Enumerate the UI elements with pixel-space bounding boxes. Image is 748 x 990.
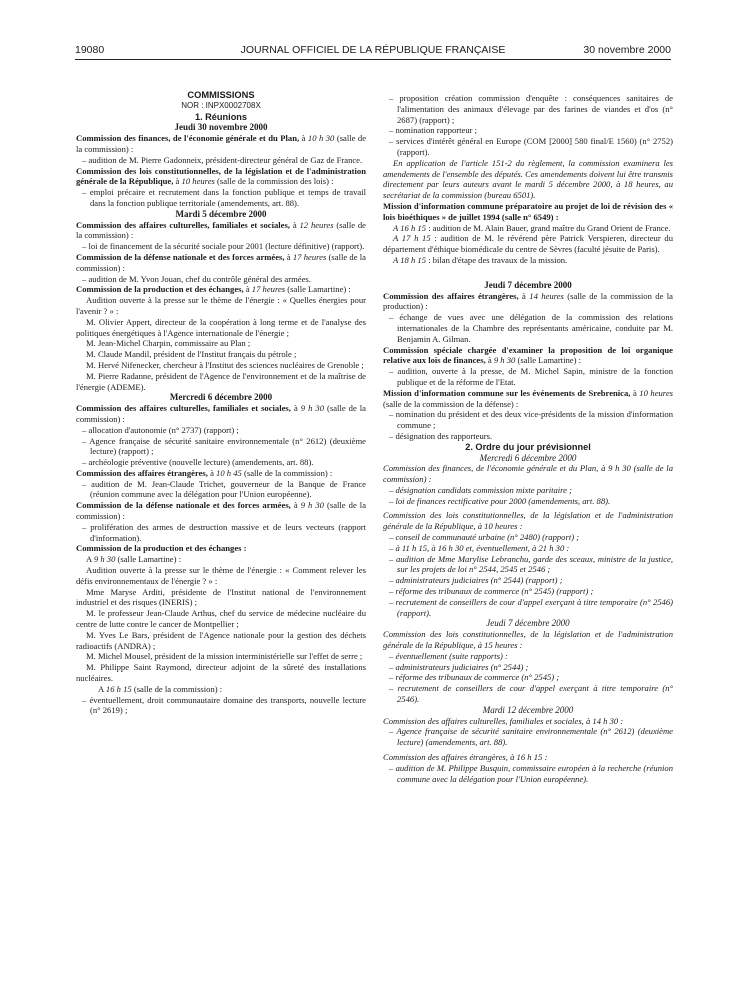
issue-date: 30 novembre 2000	[583, 44, 671, 56]
agenda-item: – allocation d'autonomie (n° 2737) (rapport) ;	[82, 424, 239, 435]
committee-name: Commission de la défense nationale et des forces armées,	[76, 500, 291, 511]
meeting-room: (salle de la commission de la production) :	[383, 290, 673, 312]
meeting-time: A 17 h 15	[393, 233, 431, 244]
meeting-time: 17 heures	[292, 251, 327, 262]
agenda-paragraph: M. Pierre Radanne, président de l'Agence de l'environnement et de la maîtrise de l'énergie (ADEME).	[76, 370, 366, 392]
agenda-item: – réforme des tribunaux de commerce (n° 2545) (rapport) ;	[389, 586, 594, 597]
committee-entry: Commission des affaires culturelles, familiales et sociales, à 14 h 30 :	[383, 715, 624, 726]
meeting-room: (salle de la commission) :	[243, 467, 333, 478]
committee-name: Commission spéciale chargée d'examiner la proposition de loi organique relative aux lois de finances,	[383, 344, 673, 366]
meeting-room: (salle de la commission) :	[76, 219, 366, 241]
agenda-item: – nomination rapporteur ;	[389, 125, 478, 136]
agenda-item: – réforme des tribunaux de commerce (n° 2545) ;	[389, 672, 560, 683]
meeting-time: 10 heures	[181, 176, 215, 187]
agenda-item: – loi de financement de la sécurité sociale pour 2001 (lecture définitive) (rapport).	[82, 241, 365, 252]
section-heading-reunions: 1. Réunions	[194, 111, 248, 122]
agenda-paragraph: M. Michel Mousel, président de la mission interministérielle sur l'effet de serre ;	[86, 651, 363, 662]
agenda-item: – audition de M. Yvon Jouan, chef du contrôle général des armées.	[82, 273, 311, 284]
left-column	[76, 90, 366, 716]
page-header	[75, 44, 671, 58]
committee-entry	[383, 201, 673, 223]
meeting-time: 12 heures	[299, 219, 334, 230]
meeting-room: (salle Lamartine) :	[287, 284, 351, 295]
day-heading: Mercredi 6 décembre 2000	[169, 392, 273, 403]
committee-entry	[76, 543, 366, 554]
committee-entry: Mission d'information commune sur les événements de Srebrenica, à 10 heures (salle de la commission de la défense) :	[383, 387, 673, 409]
agenda-paragraph: M. Hervé Nifenecker, chercheur à l'Institut des sciences nucléaires de Grenoble ;	[86, 359, 364, 370]
header-rule	[75, 59, 671, 60]
agenda-item: – audition de M. Philippe Busquin, commissaire européen à la recherche (réunion commune avec la délégation pour l'Union européenne).	[389, 762, 673, 784]
agenda-paragraph: M. le professeur Jean-Claude Arthus, chef du service de médecine nucléaire du centre de lutte contre le cancer de Montpellier ;	[76, 608, 366, 630]
meeting-time: 16 h 15	[105, 683, 132, 694]
committee-entry: Commission spéciale chargée d'examiner la proposition de loi organique relative aux lois de finances, à 9 h 30 (salle Lamartine) :	[383, 344, 673, 366]
committee-entry: Commission des lois constitutionnelles, de la législation et de l'administration générale de la République, à 15 heures :	[383, 629, 673, 651]
agenda-item: – recrutement de conseillers de cour d'appel exerçant à titre temporaire (n° 2546).	[389, 683, 673, 705]
day-heading: Jeudi 30 novembre 2000	[174, 122, 268, 133]
committee-entry: Commission des finances, de l'économie générale et du Plan, à 9 h 30 (salle de la commission) :	[383, 463, 673, 485]
agenda-item: – prolifération des armes de destruction massive et de leurs vecteurs (rapport d'information).	[82, 521, 366, 543]
agenda-item: – audition de M. Pierre Gadonneix, président-directeur général de Gaz de France.	[82, 154, 363, 165]
agenda-item: – désignation candidats commission mixte paritaire ;	[389, 484, 572, 495]
section-heading-ordre-du-jour: 2. Ordre du jour prévisionnel	[465, 441, 591, 452]
day-heading: Jeudi 7 décembre 2000	[486, 618, 570, 629]
meeting-time: 9 h 30	[493, 355, 516, 366]
meeting-room: (salle de la commission des lois) :	[217, 176, 334, 187]
meeting-slot: A 9 h 30 (salle Lamartine) :	[86, 554, 181, 565]
committee-name: Commission des affaires culturelles, familiales et sociales,	[76, 403, 291, 414]
agenda-item: – audition, ouverte à la presse, de M. Michel Sapin, ministre de la fonction publique et de la réforme de l'Etat.	[389, 366, 673, 387]
agenda-item: – échange de vues avec une délégation de la commission des relations internationales de la Chambre des représentants américaine, conduite par M. Benjamin A. Gilman.	[389, 312, 673, 344]
committee-entry: Commission des affaires étrangères, à 10 h 45 (salle de la commission) :	[76, 467, 333, 478]
agenda-item: – désignation des rapporteurs.	[389, 430, 493, 441]
day-heading: Mardi 12 décembre 2000	[482, 704, 574, 715]
committee-name: Commission des finances, de l'économie générale et du Plan,	[76, 133, 300, 144]
meeting-time: 10 h 45	[216, 467, 242, 478]
agenda-item: – loi de finances rectificative pour 2000 (amendements, art. 88).	[389, 495, 611, 506]
meeting-room: (salle de la commission) :	[76, 133, 367, 154]
committee-entry: Commission des affaires étrangères, à 16 h 15 :	[383, 752, 548, 763]
day-heading: Mercredi 6 décembre 2000	[479, 452, 577, 463]
meeting-time: 9 h 30	[300, 403, 325, 414]
agenda-paragraph: Mme Maryse Arditi, présidente de l'Institut national de l'environnement industriel et des risques (INERIS) ;	[76, 586, 366, 608]
committee-name: Commission de la production et des échanges,	[76, 284, 244, 295]
agenda-item: – services d'intérêt général en Europe (COM [2000] 580 final/E 1560) (n° 2752) (rapport).	[389, 136, 673, 157]
meeting-time: 10 heures	[639, 387, 673, 398]
meeting-time: 14 heures	[529, 290, 564, 301]
agenda-paragraph: M. Philippe Saint Raymond, directeur adjoint de la sûreté des installations nucléaires.	[76, 662, 366, 684]
agenda-item: – administrateurs judiciaires (n° 2544) (rapport) ;	[389, 575, 563, 586]
agenda-paragraph: A 18 h 15 : bilan d'étape des travaux de la mission.	[393, 254, 568, 265]
agenda-item: – audition de Mme Marylise Lebranchu, garde des sceaux, ministre de la justice, sur les projets de loi n° 2544, 2545 et 2546 ;	[389, 553, 673, 575]
agenda-paragraph: Audition ouverte à la presse sur le thème de l'énergie : « Comment relever les défis environnementaux de l'énergie ? » :	[76, 565, 366, 586]
agenda-item: – éventuellement, droit communautaire domaine des transports, nouvelle lecture (n° 2619) ;	[82, 694, 366, 716]
meeting-time: A 16 h 15	[393, 222, 427, 233]
meeting-room: (salle de la commission) :	[133, 683, 223, 694]
committee-entry: Commission de la défense nationale et des forces armées, à 9 h 30 (salle de la commission) :	[76, 500, 367, 522]
committee-name: Commission de la défense nationale et des forces armées,	[76, 251, 285, 262]
committee-name: Commission des affaires étrangères,	[383, 290, 519, 301]
page-title: COMMISSIONS	[187, 90, 255, 100]
meeting-room: (salle de la commission) :	[76, 251, 366, 273]
committee-entry: Commission de la production et des échanges, à 17 heures (salle Lamartine) :	[76, 284, 351, 295]
committee-entry: Commission des lois constitutionnelles, de la législation et de l'administration générale de la République, à 10 heures (salle de la commission des lois) :	[76, 165, 366, 187]
meeting-time: 17 heures	[251, 284, 286, 295]
day-heading: Jeudi 7 décembre 2000	[484, 279, 572, 290]
meeting-room: (salle de la commission de la défense) :	[383, 398, 519, 409]
agenda-paragraph: Audition ouverte à la presse sur le thème de l'énergie : « Quelles énergies pour l'avenir ? » :	[76, 295, 366, 316]
agenda-item: – éventuellement (suite rapports) :	[389, 650, 508, 661]
meeting-room: (salle de la commission) :	[76, 403, 366, 424]
committee-entry: Commission des finances, de l'économie générale et du Plan, à 10 h 30 (salle de la commission) :	[76, 133, 367, 154]
agenda-item: – recrutement de conseillers de cour d'appel exerçant à titre temporaire (n° 2546) (rapport).	[389, 596, 673, 618]
agenda-item: – à 11 h 15, à 16 h 30 et, éventuellement, à 21 h 30 :	[389, 542, 570, 553]
agenda-item: – emploi précaire et recrutement dans la fonction publique et temps de travail dans la fonction publique territoriale (amendements, art. 88).	[82, 187, 366, 208]
agenda-item: – proposition création commission d'enquête : conséquences sanitaires de l'alimentation des animaux d'élevage par des farines de viandes et d'os (n° 2687) (rapport) ;	[389, 93, 673, 125]
committee-entry: Commission des lois constitutionnelles, de la législation et de l'administration générale de la République, à 10 heures :	[383, 510, 673, 532]
meeting-time: A 18 h 15	[393, 254, 427, 265]
meeting-time: 9 h 30	[93, 554, 116, 565]
committee-entry: Commission de la défense nationale et des forces armées, à 17 heures (salle de la commission) :	[76, 251, 366, 273]
committee-name: Commission des affaires culturelles, familiales et sociales,	[76, 219, 290, 230]
journal-title: JOURNAL OFFICIEL DE LA RÉPUBLIQUE FRANÇAISE	[240, 44, 506, 56]
committee-name: Commission des lois constitutionnelles, de la législation et de l'administration générale de la République,	[76, 165, 366, 187]
agenda-paragraph: M. Jean-Michel Charpin, commissaire au Plan ;	[86, 338, 251, 349]
meeting-time: 10 h 30	[307, 133, 335, 144]
committee-name: Commission de la production et des échanges :	[76, 543, 247, 554]
committee-name: Commission des affaires étrangères,	[76, 467, 208, 478]
right-column	[383, 93, 673, 784]
committee-entry: Commission des affaires culturelles, familiales et sociales, à 12 heures (salle de la commission) :	[76, 219, 366, 241]
committee-entry: Commission des affaires étrangères, à 14 heures (salle de la commission de la production) :	[383, 290, 673, 312]
agenda-item: – administrateurs judiciaires (n° 2544) ;	[389, 661, 529, 672]
committee-name: Mission d'information commune préparatoire au projet de loi de révision des « lois bioéthiques » de juillet 1994 (salle n° 6549) :	[383, 200, 673, 222]
agenda-item: – audition de M. Jean-Claude Trichet, gouverneur de la Banque de France (réunion commune avec la délégation pour l'Union européenne).	[82, 478, 366, 500]
agenda-item: – conseil de communauté urbaine (n° 2480) (rapport) ;	[389, 532, 580, 543]
agenda-paragraph: A 16 h 15 : audition de M. Alain Bauer, grand maître du Grand Orient de France.	[393, 222, 671, 233]
agenda-item: – Agence française de sécurité sanitaire environnementale (n° 2612) (deuxième lecture) (amendements, art. 88).	[389, 726, 673, 748]
agenda-item: – Agence française de sécurité sanitaire environnementale (n° 2612) (deuxième lecture) (rapport) ;	[82, 435, 366, 457]
nor-reference: NOR : INPX0002708X	[181, 100, 261, 110]
meeting-room: (salle Lamartine) :	[117, 554, 181, 565]
procedure-note: En application de l'article 151-2 du règlement, la commission examinera les amendements de l'ensemble des députés. Ces amendements doivent lui être transmis directement par leurs auteurs avant le mardi 5 décembre 2000, à 18 heures, au secrétariat de la commission (bureau 6501).	[383, 157, 673, 201]
meeting-room: (salle de la commission) :	[76, 500, 367, 522]
agenda-paragraph: A 17 h 15 : audition de M. le révérend père Patrick Verspieren, directeur du département d'éthique biomédicale du centre de Sèvres (faculté jésuite de Paris).	[383, 233, 673, 255]
agenda-paragraph: M. Olivier Appert, directeur de la coopération à long terme et de l'analyse des politiques énergétiques à l'Agence internationale de l'énergie ;	[76, 316, 366, 338]
page-number: 19080	[75, 44, 105, 56]
committee-name: Mission d'information commune sur les événements de Srebrenica,	[383, 387, 631, 398]
meeting-slot: A 16 h 15 (salle de la commission) :	[98, 683, 223, 694]
meeting-time: 9 h 30	[300, 500, 324, 511]
agenda-paragraph: M. Yves Le Bars, président de l'Agence nationale pour la gestion des déchets radioactifs (ANDRA) ;	[76, 629, 366, 651]
agenda-item: – nomination du président et des deux vice-présidents de la mission d'information commune ;	[389, 409, 673, 431]
agenda-paragraph: M. Claude Mandil, président de l'Institut français du pétrole ;	[86, 349, 297, 360]
day-heading: Mardi 5 décembre 2000	[175, 208, 267, 219]
meeting-room: (salle Lamartine) :	[517, 355, 581, 366]
agenda-item: – archéologie préventive (nouvelle lecture) (amendements, art. 88).	[82, 457, 314, 468]
committee-entry: Commission des affaires culturelles, familiales et sociales, à 9 h 30 (salle de la commission) :	[76, 403, 366, 424]
